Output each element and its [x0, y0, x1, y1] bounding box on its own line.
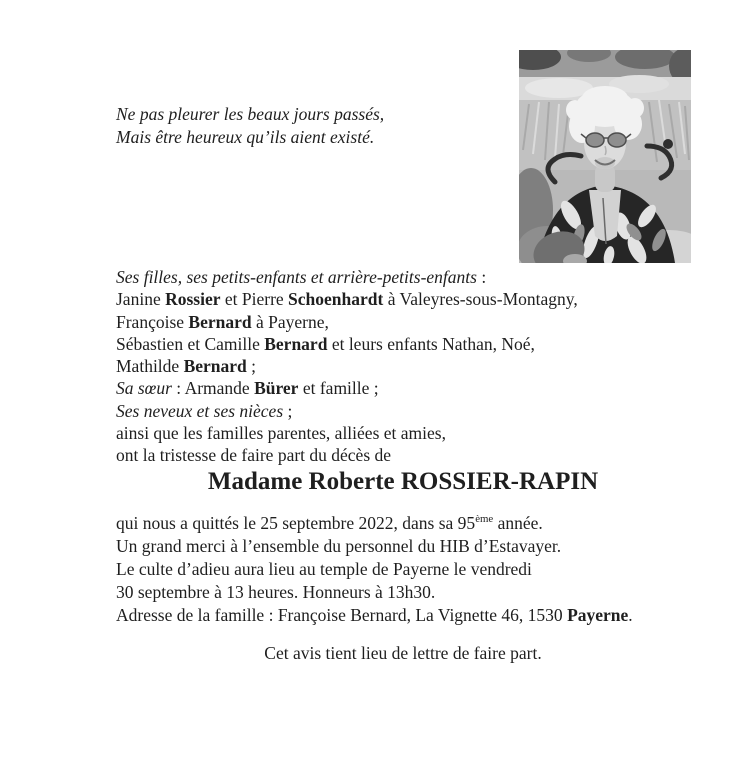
funeral-details [116, 512, 691, 627]
text-segment: Françoise [116, 311, 189, 332]
text-segment: ainsi que les familles parentes, alliées et amies, [116, 423, 446, 444]
text-segment: et leurs enfants Nathan, Noé, [327, 333, 535, 354]
text-segment: Bernard [264, 333, 328, 354]
text-segment: ème [475, 513, 494, 526]
text-segment: Payerne [567, 605, 629, 625]
text-segment: année. [493, 513, 543, 533]
text-segment: Ses filles, ses petits-enfants et arrière-petits-enfants [116, 267, 477, 287]
portrait-photo [519, 50, 691, 263]
text-segment: ; [283, 400, 293, 421]
text-segment: ; [246, 356, 257, 377]
text-segment: . [628, 605, 633, 625]
text-segment: 30 septembre à 13 heures. Honneurs à 13h30. [116, 582, 436, 602]
text-segment: Mathilde [116, 356, 184, 377]
text-segment: : [476, 267, 487, 287]
family-line [116, 377, 691, 399]
family-line [116, 266, 691, 288]
text-segment: Sa sœur [116, 378, 172, 399]
detail-line [116, 558, 691, 581]
family-line [116, 288, 691, 310]
text-segment: : Armande [171, 378, 255, 399]
epigraph-line: Mais être heureux qu’ils aient existé. [116, 127, 375, 147]
detail-line [116, 581, 691, 604]
epigraph-line: Ne pas pleurer les beaux jours passés, [116, 104, 385, 124]
text-segment: Adresse de la famille : Françoise Bernard, La Vignette 46, 1530 [116, 605, 568, 625]
family-line [116, 422, 691, 444]
text-segment: ont la tristesse de faire part du décès de [116, 445, 392, 466]
text-segment: et Pierre [220, 289, 289, 310]
text-segment: à Valeyres-sous-Montagny, [383, 289, 578, 310]
text-segment: Ses neveux et ses nièces [116, 400, 284, 421]
detail-line [116, 604, 691, 627]
text-segment: Schoenhardt [288, 289, 384, 310]
text-segment: Janine [116, 289, 166, 310]
text-segment: Le culte d’adieu aura lieu au temple de Payerne le vendredi [116, 559, 532, 579]
family-line [116, 355, 691, 377]
text-segment: Bürer [254, 378, 299, 399]
epigraph [116, 103, 384, 149]
detail-line [116, 535, 691, 558]
detail-line [116, 512, 691, 535]
text-segment: Rossier [165, 289, 221, 310]
text-segment: Un grand merci à l’ensemble du personnel du HIB d’Estavayer. [116, 536, 562, 556]
family-line [116, 333, 691, 355]
deceased-name-title: Madame Roberte ROSSIER-RAPIN [207, 468, 599, 495]
family-announcement [116, 266, 691, 467]
text-segment: Bernard [183, 356, 247, 377]
text-segment: Sébastien et Camille [116, 333, 265, 354]
text-segment: à Payerne, [251, 311, 329, 332]
text-segment: Bernard [188, 311, 252, 332]
closing-note: Cet avis tient lieu de lettre de faire part. [264, 643, 542, 663]
portrait-photo-illustration [519, 50, 691, 263]
text-segment: et famille ; [298, 378, 379, 399]
family-line [116, 444, 691, 466]
family-line [116, 400, 691, 422]
text-segment: qui nous a quittés le 25 septembre 2022, dans sa 95 [116, 513, 476, 533]
family-line [116, 311, 691, 333]
